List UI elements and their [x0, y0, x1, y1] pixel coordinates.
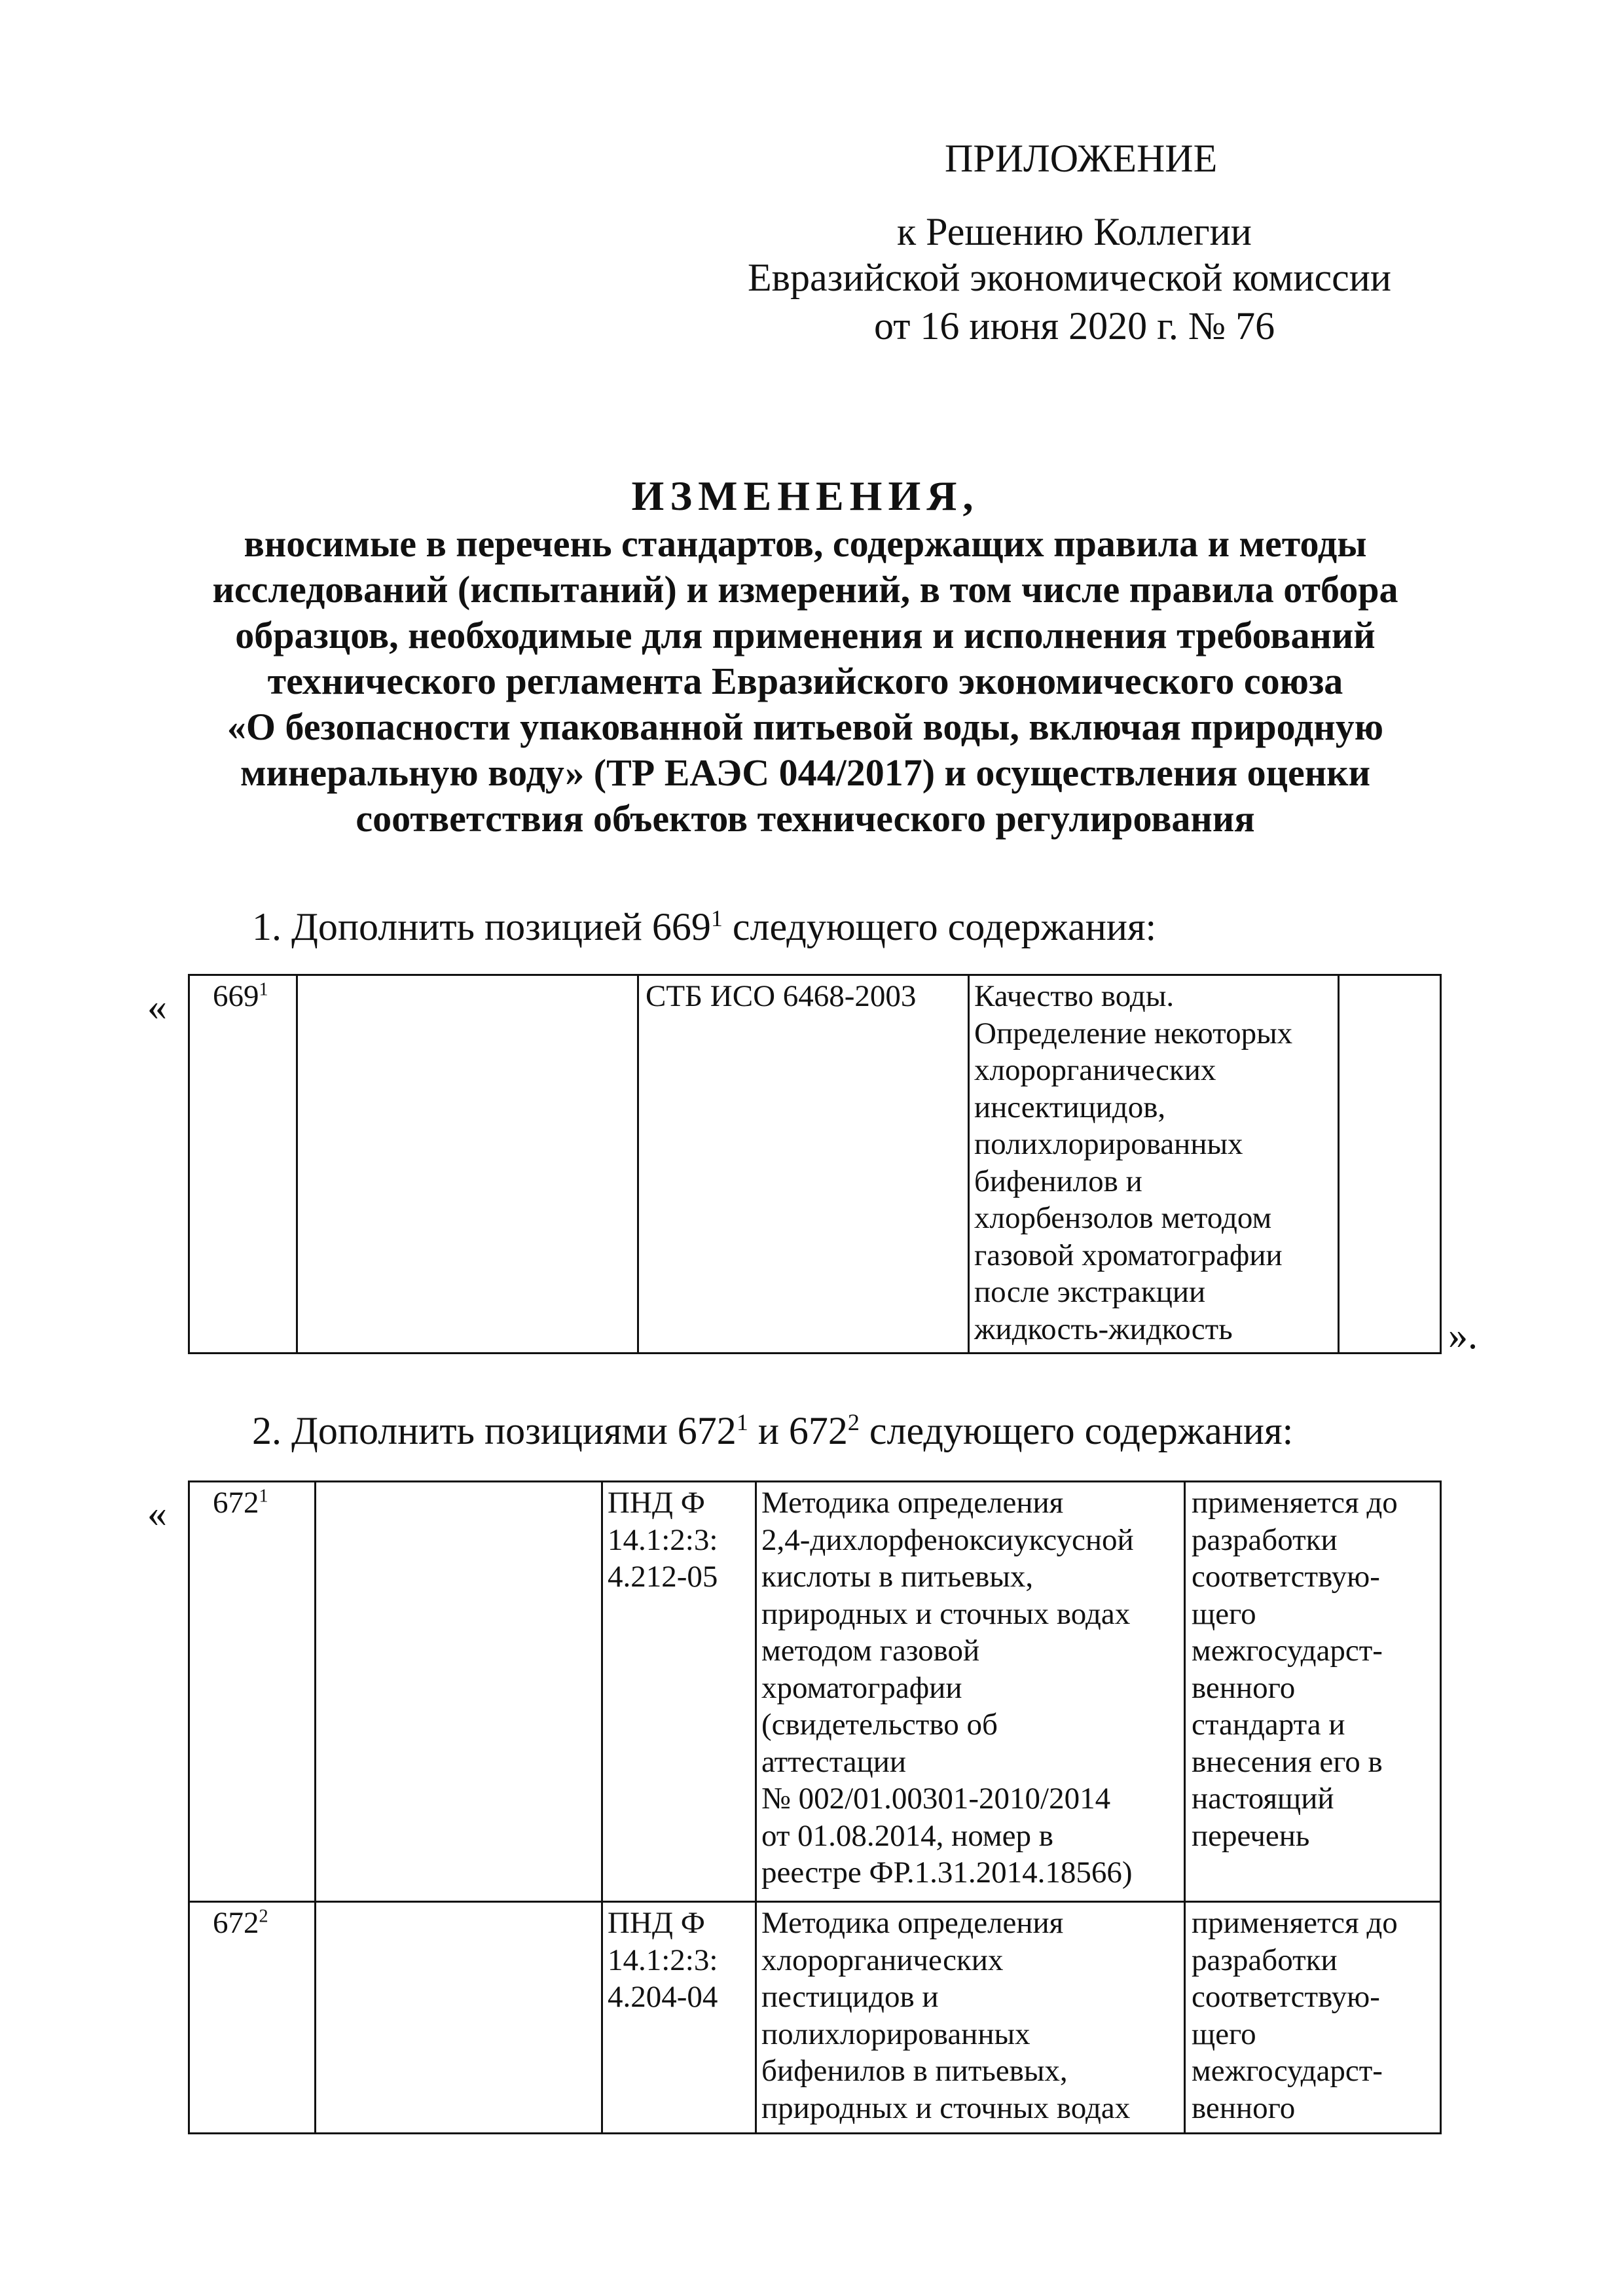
table-border [296, 974, 298, 1354]
description-line: кислоты в питьевых, [761, 1560, 1034, 1594]
description-line: газовой хроматографии [974, 1238, 1283, 1272]
table-row-note [1192, 1484, 1398, 1854]
description-line: Методика определения [761, 1486, 1064, 1520]
document-title [131, 471, 1480, 842]
description-line: бифенилов и [974, 1164, 1142, 1198]
header-line-2: Евразийской экономической комиссии [748, 256, 1391, 299]
note-line: внесения его в [1192, 1744, 1383, 1779]
table-border [1440, 974, 1442, 1354]
description-line: № 002/01.00301-2010/2014 [761, 1782, 1111, 1816]
table-row-number [213, 978, 268, 1015]
description-line: от 01.08.2014, номер в [761, 1818, 1053, 1853]
section-2-prefix: 2. Дополнить позициями 672 [252, 1409, 737, 1452]
description-line: Определение некоторых [974, 1016, 1293, 1050]
note-line: перечень [1192, 1818, 1310, 1853]
table-row-standard: СТБ ИСО 6468-2003 [646, 979, 917, 1013]
table-border [188, 2132, 1442, 2134]
description-line: хроматографии [761, 1670, 962, 1705]
table-border [188, 1901, 1442, 1903]
description-line: жидкость-жидкость [974, 1312, 1233, 1346]
document-title-line: минеральную воду» (ТР ЕАЭС 044/2017) и осуществления оценки [240, 751, 1371, 794]
row-num: 669 [213, 979, 259, 1013]
table-border [188, 1480, 190, 2134]
table-border [968, 974, 970, 1354]
section-1-sup: 1 [710, 905, 723, 931]
table-border [1338, 974, 1340, 1354]
description-line: (свидетельство об [761, 1708, 998, 1742]
section-2-sup-2: 2 [847, 1409, 860, 1435]
description-line: пестицидов и [761, 1980, 939, 2014]
note-line: межгосударст- [1192, 2054, 1383, 2088]
section-1-suffix: следующего содержания: [722, 905, 1157, 948]
section-2-mid: и 672 [748, 1409, 848, 1452]
section-2-heading [252, 1407, 1293, 1454]
description-line: полихлорированных [761, 2017, 1030, 2051]
note-line: стандарта и [1192, 1708, 1345, 1742]
row-num-sup: 2 [259, 1906, 268, 1927]
note-line: венного [1192, 1670, 1296, 1705]
standard-line: 14.1:2:3: [608, 1943, 718, 1977]
note-line: соответствую- [1192, 1560, 1380, 1594]
table-border [755, 1480, 757, 2134]
table-row-standard [608, 1905, 718, 2016]
note-line: разработки [1192, 1943, 1338, 1977]
section-1-heading [252, 903, 1156, 950]
appendix-title: ПРИЛОЖЕНИЕ [945, 137, 1218, 180]
header-line-3: от 16 июня 2020 г. № 76 [874, 304, 1275, 348]
header-line-1: к Решению Коллегии [897, 210, 1252, 253]
description-line: методом газовой [761, 1634, 980, 1668]
document-title-line: «О безопасности упакованной питьевой воды, включая природную [227, 706, 1384, 748]
description-line: Методика определения [761, 1906, 1064, 1940]
document-title-line: вносимые в перечень стандартов, содержащих правила и методы [244, 522, 1367, 565]
open-quote: « [147, 985, 167, 1028]
document-title-line: образцов, необходимые для применения и исполнения требований [235, 614, 1376, 656]
description-line: аттестации [761, 1744, 907, 1779]
document-title-line: соответствия объектов технического регулирования [356, 797, 1255, 840]
table-border [1184, 1480, 1186, 2134]
description-line: 2,4-дихлорфеноксиуксусной [761, 1522, 1134, 1557]
open-quote: « [147, 1492, 167, 1535]
row-num-sup: 1 [259, 979, 268, 1000]
table-border [601, 1480, 603, 2134]
section-2-sup-1: 1 [736, 1409, 748, 1435]
table-border [188, 974, 190, 1354]
note-line: венного [1192, 2090, 1296, 2125]
description-line: инсектицидов, [974, 1090, 1166, 1124]
description-line: реестре ФР.1.31.2014.18566) [761, 1856, 1133, 1890]
description-line: после экстракции [974, 1275, 1206, 1309]
table-border [188, 974, 1442, 976]
row-num: 672 [213, 1906, 259, 1940]
table-row-description [761, 1484, 1134, 1892]
table-row-number [213, 1905, 268, 1942]
standard-line: 4.212-05 [608, 1560, 718, 1594]
note-line: соответствую- [1192, 1980, 1380, 2014]
description-line: природных и сточных водах [761, 2090, 1131, 2125]
table-border [188, 1480, 1442, 1482]
section-1-prefix: 1. Дополнить позицией 669 [252, 905, 711, 948]
close-quote: ». [1448, 1314, 1478, 1357]
section-2-suffix: следующего содержания: [859, 1409, 1294, 1452]
note-line: применяется до [1192, 1486, 1398, 1520]
table-border [637, 974, 639, 1354]
document-title-line: исследований (испытаний) и измерений, в том числе правила отбора [212, 568, 1398, 611]
standard-line: ПНД Ф [608, 1486, 705, 1520]
table-row-standard [608, 1484, 718, 1596]
description-line: полихлорированных [974, 1127, 1243, 1161]
description-line: хлорбензолов методом [974, 1201, 1272, 1235]
standard-line: ПНД Ф [608, 1906, 705, 1940]
standard-line: 14.1:2:3: [608, 1522, 718, 1557]
note-line: настоящий [1192, 1782, 1334, 1816]
table-border [188, 1352, 1442, 1354]
note-line: щего [1192, 1596, 1256, 1631]
description-line: хлорорганических [974, 1053, 1216, 1087]
table-row-number [213, 1484, 268, 1522]
note-line: межгосударст- [1192, 1634, 1383, 1668]
document-title-main: ИЗМЕНЕНИЯ, [631, 473, 979, 519]
table-row-description [761, 1905, 1130, 2126]
note-line: щего [1192, 2017, 1256, 2051]
document-title-line: технического регламента Евразийского экономического союза [267, 660, 1343, 702]
description-line: Качество воды. [974, 979, 1175, 1013]
description-line: природных и сточных водах [761, 1596, 1131, 1631]
note-line: применяется до [1192, 1906, 1398, 1940]
row-num-sup: 1 [259, 1486, 268, 1507]
row-num: 672 [213, 1486, 259, 1520]
table-row-note [1192, 1905, 1398, 2126]
table-row-description [974, 978, 1292, 1348]
standard-line: 4.204-04 [608, 1980, 718, 2014]
description-line: хлорорганических [761, 1943, 1004, 1977]
note-line: разработки [1192, 1522, 1338, 1557]
description-line: бифенилов в питьевых, [761, 2054, 1068, 2088]
table-border [314, 1480, 316, 2134]
table-border [1440, 1480, 1442, 2134]
